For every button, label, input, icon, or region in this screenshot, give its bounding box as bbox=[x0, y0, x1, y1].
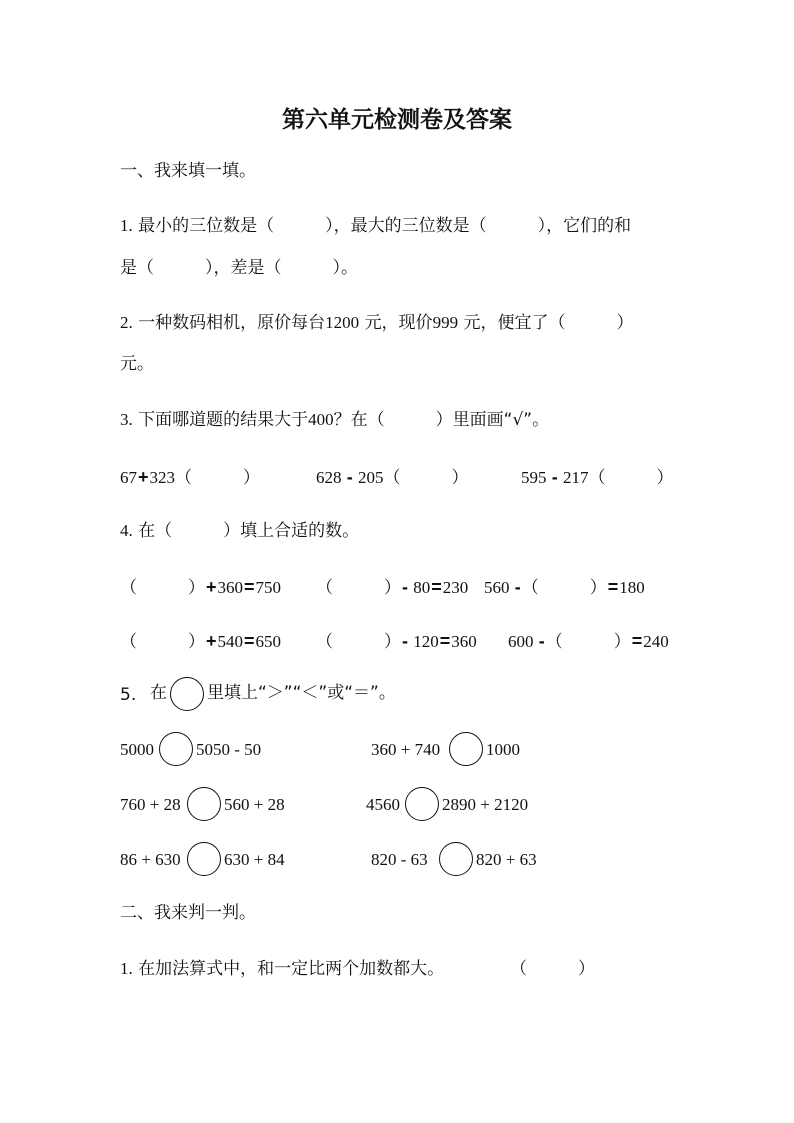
result: 180 bbox=[619, 578, 645, 597]
question-number: 2. bbox=[120, 313, 133, 332]
question-5-num: 5. bbox=[120, 685, 137, 705]
q5-row2-right: 560 + 28 bbox=[224, 795, 285, 814]
result: 650 bbox=[255, 632, 282, 651]
question-number: 3. bbox=[120, 410, 133, 429]
q4-row2-item-1 bbox=[120, 630, 281, 653]
question-5-text-b: 里填上“＞”“＜”或“＝”。 bbox=[207, 683, 396, 703]
question-1-line-1: 最小的三位数是（ ），最大的三位数是（ ），它们的和 bbox=[138, 216, 632, 236]
comparison-circle[interactable] bbox=[159, 732, 193, 766]
judge-question-1 bbox=[120, 958, 444, 980]
equals-sign: = bbox=[244, 577, 255, 597]
operator: - bbox=[346, 467, 353, 487]
current-price: 999 bbox=[432, 313, 459, 332]
operand: 595 bbox=[521, 468, 547, 487]
question-2-text-b: 元，现价 bbox=[364, 313, 433, 333]
question-2-text-a: 一种数码相机，原价每台 bbox=[138, 313, 326, 333]
section-2-heading: 二、我来判一判。 bbox=[120, 903, 256, 923]
operand: 120 bbox=[413, 632, 439, 651]
answer-blank[interactable]: （ ） bbox=[545, 632, 631, 652]
question-2-text-c: 元，便宜了（ ） bbox=[463, 313, 634, 333]
q5-row3-right-2: 820 + 63 bbox=[476, 850, 537, 869]
operand: 540 bbox=[217, 632, 244, 651]
operand: 205 bbox=[358, 468, 384, 487]
question-5-text-a: 在 bbox=[150, 683, 167, 703]
operand: 560 bbox=[484, 578, 510, 597]
operand: 628 bbox=[316, 468, 342, 487]
operator: - bbox=[551, 467, 558, 487]
q5-row1-right: 5050 - 50 bbox=[196, 740, 262, 759]
operator: - bbox=[538, 631, 545, 651]
q3-item-3 bbox=[521, 466, 674, 489]
answer-blank[interactable]: （ ） bbox=[383, 468, 469, 488]
operand: 67 bbox=[120, 468, 137, 487]
q4-row2-item-3 bbox=[508, 630, 669, 653]
equals-sign: = bbox=[431, 577, 442, 597]
q4-row1-item-3 bbox=[484, 576, 645, 599]
result: 240 bbox=[643, 632, 669, 651]
q4-row1-item-2 bbox=[316, 576, 468, 599]
operand: 600 bbox=[508, 632, 534, 651]
answer-blank[interactable]: （ ） bbox=[316, 632, 401, 652]
comparison-circle[interactable] bbox=[449, 732, 483, 766]
operand: 360 bbox=[217, 578, 244, 597]
operator: + bbox=[206, 577, 217, 597]
q5-row2-right-2: 2890 + 2120 bbox=[442, 795, 529, 814]
operator: + bbox=[138, 467, 149, 487]
question-3-text-b: ？在（ ）里面画“√”。 bbox=[333, 410, 550, 430]
q5-row3-left: 86 + 630 bbox=[120, 850, 181, 869]
answer-blank[interactable]: （ ） bbox=[175, 468, 261, 488]
result: 750 bbox=[255, 578, 282, 597]
q3-item-1 bbox=[120, 466, 260, 489]
q4-row1-item-1 bbox=[120, 576, 281, 599]
judge-answer-blank[interactable]: （ ） bbox=[510, 959, 595, 979]
question-2 bbox=[120, 312, 633, 334]
comparison-circle[interactable] bbox=[405, 787, 439, 821]
operator: - bbox=[402, 577, 408, 597]
q4-row2-item-2 bbox=[316, 630, 477, 653]
q5-row1-left-2: 360 + 740 bbox=[371, 740, 441, 759]
question-3 bbox=[120, 409, 549, 431]
question-2-line-2: 元。 bbox=[120, 354, 154, 374]
operator: - bbox=[402, 631, 408, 651]
q5-row3-right: 630 + 84 bbox=[224, 850, 285, 869]
q5-row1-left: 5000 bbox=[120, 740, 154, 759]
original-price: 1200 bbox=[325, 313, 360, 332]
q3-item-2 bbox=[316, 466, 469, 489]
q5-row1-right-2: 1000 bbox=[486, 740, 520, 759]
answer-blank[interactable]: （ ） bbox=[120, 578, 205, 598]
comparison-circle[interactable] bbox=[187, 842, 221, 876]
comparison-circle[interactable] bbox=[187, 787, 221, 821]
threshold-number: 400 bbox=[308, 410, 334, 429]
judge-question-1-text: 在加法算式中，和一定比两个加数都大。 bbox=[138, 959, 445, 979]
operand: 80 bbox=[413, 578, 431, 597]
q5-row2-left: 760 + 28 bbox=[120, 795, 181, 814]
equals-sign: = bbox=[439, 631, 451, 651]
operator: - bbox=[514, 577, 521, 597]
question-4-text: 在（ ）填上合适的数。 bbox=[138, 521, 360, 541]
operand: 217 bbox=[563, 468, 589, 487]
equals-sign: = bbox=[631, 631, 643, 651]
answer-blank[interactable]: （ ） bbox=[588, 468, 674, 488]
operator: + bbox=[206, 631, 217, 651]
comparison-circle[interactable] bbox=[439, 842, 473, 876]
q5-row3-left-2: 820 - 63 bbox=[371, 850, 428, 869]
operand: 323 bbox=[149, 468, 176, 487]
question-number: 4. bbox=[120, 521, 133, 540]
question-number: 1. bbox=[120, 959, 133, 978]
result: 230 bbox=[442, 578, 469, 597]
answer-blank[interactable]: （ ） bbox=[316, 578, 401, 598]
question-1 bbox=[120, 215, 631, 237]
comparison-circle-icon bbox=[170, 677, 204, 711]
question-number: 1. bbox=[120, 216, 133, 235]
equals-sign: = bbox=[607, 577, 619, 597]
page-title: 第六单元检测卷及答案 bbox=[282, 107, 512, 133]
question-4 bbox=[120, 520, 359, 542]
result: 360 bbox=[451, 632, 477, 651]
section-1-heading: 一、我来填一填。 bbox=[120, 161, 256, 181]
question-3-text-a: 下面哪道题的结果大于 bbox=[138, 410, 309, 430]
question-1-line-2: 是（ ），差是（ ）。 bbox=[120, 258, 358, 278]
equals-sign: = bbox=[244, 631, 255, 651]
answer-blank[interactable]: （ ） bbox=[521, 578, 607, 598]
q5-row2-left-2: 4560 bbox=[366, 795, 400, 814]
answer-blank[interactable]: （ ） bbox=[120, 632, 205, 652]
